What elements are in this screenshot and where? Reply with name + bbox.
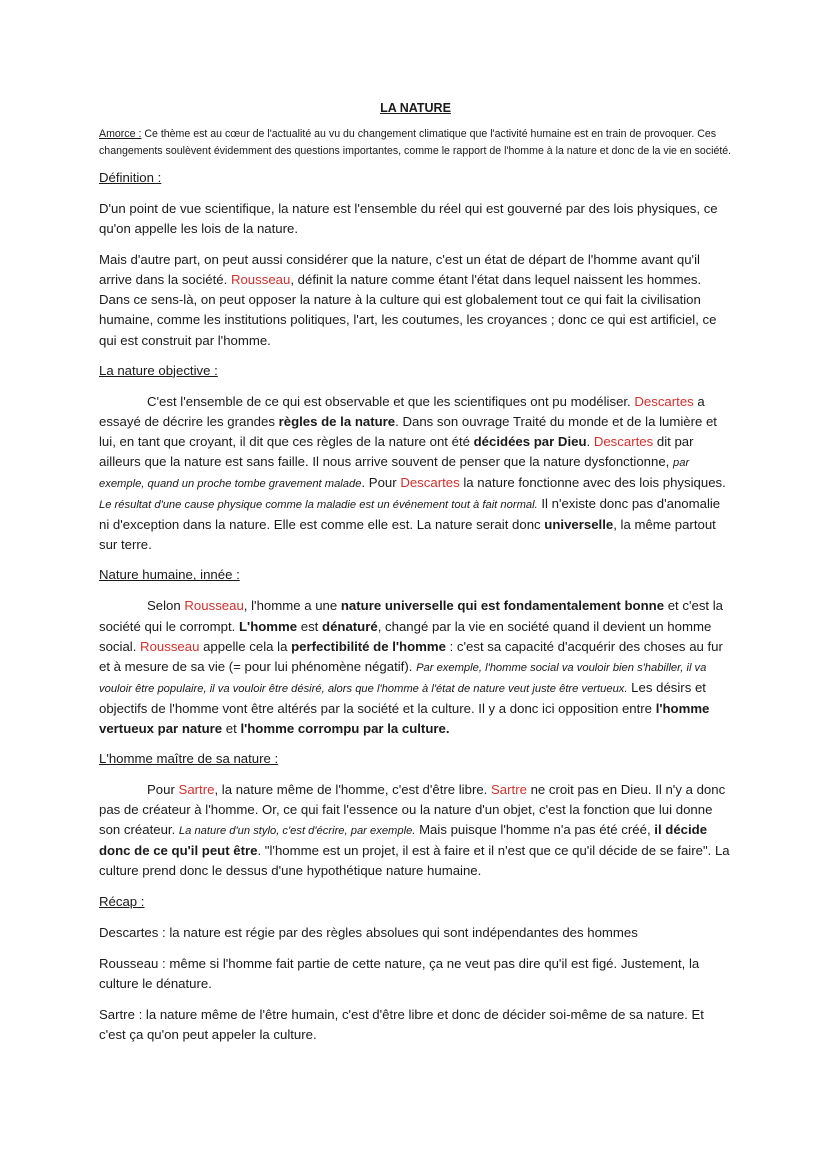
text-run: , la nature même de l'homme, c'est d'être libre.	[214, 782, 492, 798]
bold-text: il décide donc de ce qu'il peut être	[99, 822, 708, 859]
bold-text: nature universelle qui est fondamentalement bonne	[340, 598, 665, 614]
text-run: Selon	[147, 598, 185, 614]
text-run: , définit la nature comme étant l'état dans lequel naissent les hommes. Dans ce sens-là, on peut opposer la nature à la culture qui est globalement tout ce qui fait la civilisation humaine, comme les institutions politiques, l'art, les coutumes, les croyances ; donc ce qui est artificiel, ce qui est construit par l'homme.	[99, 272, 717, 348]
bold-text: dénaturé	[322, 618, 378, 634]
bold-text: règles de la nature	[278, 413, 396, 429]
text-run: la nature fonctionne avec des lois physiques.	[459, 475, 726, 491]
bold-text: perfectibilité de l'homme	[291, 638, 446, 654]
recap-sartre: Sartre : la nature même de l'être humain, c'est d'être libre et donc de décider soi-même de sa nature. Et c'est ça qu'on peut appeler la culture.	[99, 1006, 704, 1042]
philosopher-name: Descartes	[634, 393, 694, 409]
philosopher-name: Descartes	[593, 433, 654, 449]
text-run: , l'homme a une	[243, 598, 341, 614]
text-run: appelle cela la	[199, 638, 292, 654]
page-title: LA NATURE	[380, 101, 451, 115]
italic-example: Le résultat d'une cause physique comme la maladie est un événement tout à fait normal.	[99, 499, 538, 512]
recap-heading: Récap :	[99, 893, 145, 909]
text-run: et	[222, 720, 241, 736]
text-run: . Pour	[361, 475, 401, 491]
italic-example: Par exemple, l'homme social va vouloir bien s'habiller, il va vouloir être populaire, il va vouloir être désiré, alors que l'homme à l'état de nature veut juste être vertueux.	[99, 661, 707, 695]
philosopher-name: Sartre	[178, 782, 215, 798]
text-run: Mais d'autre part, on peut aussi considérer que la nature, c'est un état de départ de l'homme avant qu'il arrive dans la société.	[99, 252, 700, 288]
text-run: . "l'homme est un projet, il est à faire et il n'est que ce qu'il décide de se faire". La culture prend donc le dessus d'une hypothétique nature humaine.	[99, 843, 730, 879]
recap-rousseau: Rousseau : même si l'homme fait partie de cette nature, ça ne veut pas dire qu'il est figé. Justement, la culture le dénature.	[99, 955, 700, 991]
philosopher-name: Rousseau	[140, 638, 200, 654]
text-run: : c'est sa capacité d'acquérir des choses au fur et à mesure de sa vie (= pour lui phénomène négatif).	[99, 638, 723, 674]
text-run: a essayé de décrire les grandes	[99, 393, 705, 429]
text-run: C'est l'ensemble de ce qui est observable et que les scientifiques ont pu modéliser.	[147, 393, 635, 409]
objective-nature-paragraph	[99, 392, 732, 556]
text-run: , changé par la vie en société quand il devient un homme social.	[99, 618, 712, 654]
bold-text: L'homme	[239, 618, 298, 634]
human-nature-paragraph	[99, 596, 732, 739]
text-run: Il n'existe donc pas d'anomalie ni d'exception dans la nature. Elle est comme elle est. La nature serait donc	[99, 496, 721, 533]
recap-descartes: Descartes : la nature est régie par des règles absolues qui sont indépendantes des hommes	[99, 924, 638, 940]
master-nature-paragraph	[99, 780, 732, 881]
text-run: et c'est la société qui le corrompt.	[99, 598, 724, 634]
philosopher-name: Rousseau	[184, 598, 244, 614]
italic-example: par exemple, quand un proche tombe gravement malade	[99, 456, 690, 491]
text-run: .	[586, 433, 594, 449]
definition-paragraph-1: D'un point de vue scientifique, la nature est l'ensemble du réel qui est gouverné par des lois physiques, ce qu'on appelle les lois de la nature.	[99, 201, 718, 237]
bold-text: l'homme vertueux par nature	[99, 700, 710, 736]
text-run: Les désirs et objectifs de l'homme vont être altérés par la société et la culture. Il y a donc ici opposition entre	[99, 679, 706, 716]
human-nature-heading: Nature humaine, innée :	[99, 567, 240, 583]
intro-label: Amorce :	[99, 128, 142, 140]
philosopher-name: Sartre	[491, 782, 527, 798]
master-nature-heading: L'homme maître de sa nature :	[99, 751, 279, 767]
text-run: est	[297, 618, 323, 634]
text-run: Mais puisque l'homme n'a pas été créé,	[415, 822, 655, 838]
text-run: dit par ailleurs que la nature est sans faille. Il nous arrive souvent de penser que la nature dysfonctionne,	[99, 433, 694, 469]
bold-text: décidées par Dieu	[473, 433, 587, 449]
definition-paragraph-2	[99, 250, 732, 350]
bold-text: universelle	[544, 517, 614, 533]
text-run: . Dans son ouvrage Traité du monde et de la lumière et lui, en tant que croyant, il dit que ces règles de la nature ont été	[99, 413, 717, 449]
definition-heading: Définition :	[99, 170, 162, 185]
italic-example: La nature d'un stylo, c'est d'écrire, par exemple.	[178, 825, 416, 838]
text-run: , la même partout sur terre.	[99, 517, 716, 553]
text-run: ne croit pas en Dieu. Il n'y a donc pas de créateur à l'homme. Or, ce qui fait l'essence ou la nature d'un objet, c'est la fonction que lui donne son créateur.	[99, 782, 726, 838]
objective-nature-heading: La nature objective :	[99, 362, 218, 378]
philosopher-name: Rousseau	[230, 272, 291, 288]
philosopher-name: Descartes	[400, 475, 460, 491]
intro-paragraph	[99, 126, 732, 159]
intro-text: Ce thème est au cœur de l'actualité au vu du changement climatique que l'activité humaine est en train de provoquer. Ces changements soulèvent évidemment des questions importantes, comme le rapport de l'homme à la nature et donc de la vie en société.	[99, 128, 732, 157]
text-run: Pour	[147, 782, 179, 798]
bold-text: l'homme corrompu par la culture.	[240, 720, 450, 736]
